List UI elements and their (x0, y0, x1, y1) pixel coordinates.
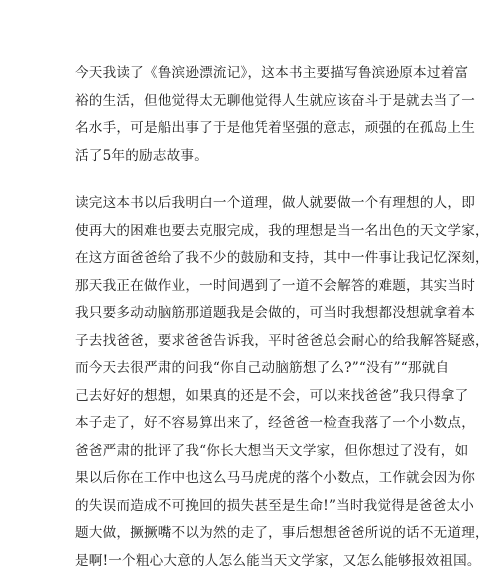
text-line: 名水手，可是船出事了于是他凭着坚强的意志，顽强的在孤岛上生 (75, 115, 435, 143)
text-line: 在这方面爸爸给了我不少的鼓励和支持，其中一件事让我记忆深刻， (75, 245, 435, 273)
paragraph-reflection (75, 190, 435, 575)
text-line: 本子走了，好不容易算出来了，经爸爸一检查我落了一个小数点， (75, 410, 435, 438)
text-line: 是啊!一个粗心大意的人怎么能当天文学家，又怎么能够报效祖国。 (75, 548, 435, 575)
text-line: 那天我正在做作业，一时间遇到了一道不会解答的难题，其实当时 (75, 273, 435, 301)
text-line: 使再大的困难也要去克服完成，我的理想是当一名出色的天文学家， (75, 218, 435, 246)
text-line: 题大做，撅撅嘴不以为然的走了，事后想想爸爸所说的话不无道理， (75, 520, 435, 548)
text-line: 的失误而造成不可挽回的损失甚至是生命!”当时我觉得是爸爸太小 (75, 493, 435, 521)
text-line: 爸爸严肃的批评了我“你长大想当天文学家，但你想过了没有，如 (75, 438, 435, 466)
text-line: 己去好好的想想，如果真的还是不会，可以来找爸爸”我只得拿了 (75, 383, 435, 411)
text-line: 我只要多动动脑筋那道题我是会做的，可当时我想都没想就拿着本 (75, 300, 435, 328)
text-line: 裕的生活，但他觉得太无聊他觉得人生就应该奋斗于是就去当了一 (75, 88, 435, 116)
paragraph-summary (75, 60, 435, 170)
text-line: 读完这本书以后我明白一个道理，做人就要做一个有理想的人，即 (75, 190, 435, 218)
text-line: 今天我读了《鲁滨逊漂流记》，这本书主要描写鲁滨逊原本过着富 (75, 60, 435, 88)
text-line: 而今天去很严肃的问我“你自己动脑筋想了么?”“没有”“那就自 (75, 355, 435, 383)
text-line: 子去找爸爸，要求爸爸告诉我，平时爸爸总会耐心的给我解答疑惑， (75, 328, 435, 356)
text-line: 果以后你在工作中也这么马马虎虎的落个小数点，工作就会因为你 (75, 465, 435, 493)
text-line: 活了5年的励志故事。 (75, 143, 435, 171)
